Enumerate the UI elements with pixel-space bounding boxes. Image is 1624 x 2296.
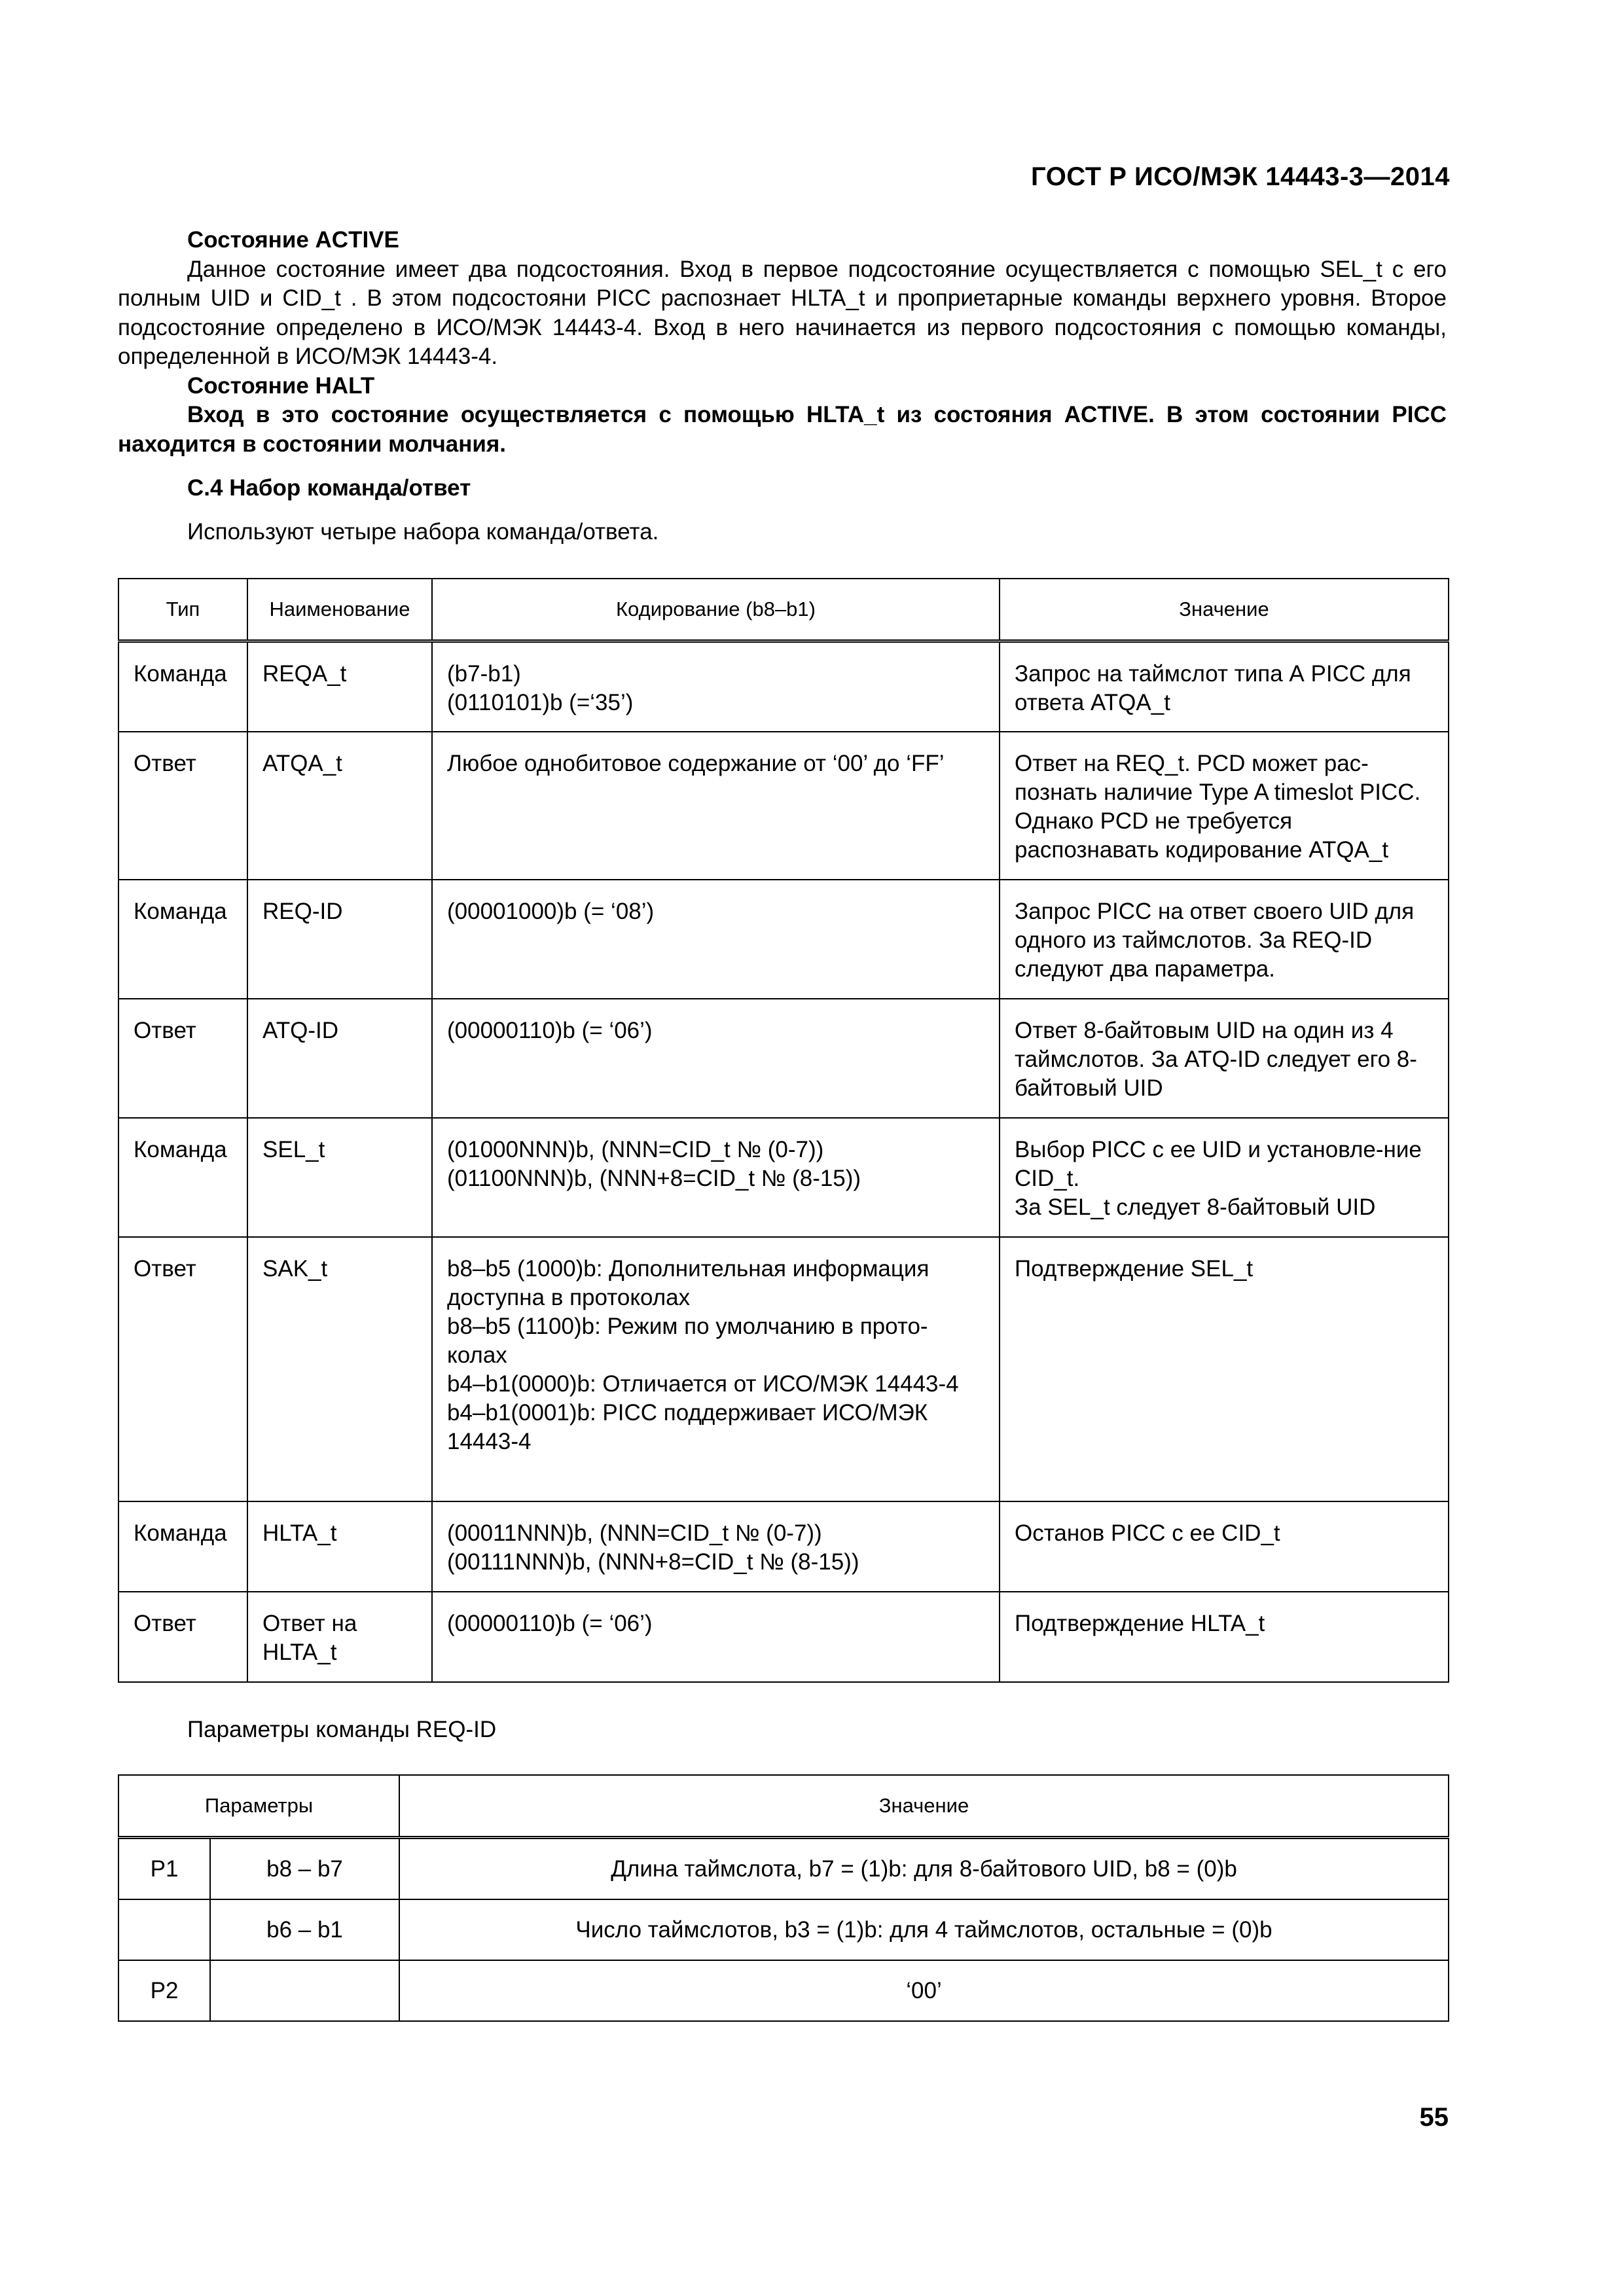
cell-type: Ответ	[118, 1592, 247, 1682]
active-state-title: Состояние ACTIVE	[187, 227, 399, 253]
cell-coding: b8–b5 (1000)b: Дополнительная информация доступна в протоколах b8–b5 (1100)b: Режим по умолчанию в прото-колах b4–b1(0000)b: Отличается от ИСО/МЭК 14443-4 b4–b1(0001)b: PICC поддерживает ИСО/МЭК 14443-4	[432, 1237, 1000, 1501]
cell-bits	[210, 1960, 399, 2021]
table-row	[118, 880, 1449, 999]
table-row	[118, 1960, 1449, 2021]
req-id-parameters-table	[118, 1774, 1449, 2022]
cell-meaning: Ответ 8-байтовым UID на один из 4 таймслотов. За ATQ-ID следует его 8-байтовый UID	[1000, 999, 1449, 1118]
cell-value: Длина таймслота, b7 = (1)b: для 8-байтового UID, b8 = (0)b	[399, 1838, 1449, 1900]
cell-coding: (00001000)b (= ‘08’)	[432, 880, 1000, 999]
cell-type: Ответ	[118, 999, 247, 1118]
cell-value: ‘00’	[399, 1960, 1449, 2021]
cell-meaning: Останов PICC с ее CID_t	[1000, 1501, 1449, 1592]
cell-type: Команда	[118, 1118, 247, 1237]
halt-state-paragraph: Вход в это состояние осуществляется с помощью HLTA_t из состояния ACTIVE. В этом состоянии PICC находится в состоянии молчания.	[118, 402, 1447, 457]
cell-param: P2	[118, 1960, 210, 2021]
table-row	[118, 1838, 1449, 1900]
section-c4-intro: Используют четыре набора команда/ответа.	[187, 519, 659, 545]
header-coding: Кодирование (b8–b1)	[432, 579, 1000, 641]
cell-type: Команда	[118, 1501, 247, 1592]
params-caption: Параметры команды REQ-ID	[187, 1717, 497, 1742]
cell-value: Число таймслотов, b3 = (1)b: для 4 таймслотов, остальные = (0)b	[399, 1899, 1449, 1960]
header-type: Тип	[118, 579, 247, 641]
active-state-paragraph: Данное состояние имеет два подсостояния. Вход в первое подсостояние осуществляется с помощью SEL_t с его полным UID и CID_t . В этом подсостояни PICC распознает HLTA_t и проприетарные команды верхнего уровня. Второе подсостояние определено в ИСО/МЭК 14443-4. Вход в него начинается из первого подсостояния с помощью команды, определенной в ИСО/МЭК 14443-4.	[118, 256, 1447, 369]
header-value: Значение	[399, 1775, 1449, 1838]
document-code-header: ГОСТ Р ИСО/МЭК 14443-3—2014	[1031, 162, 1450, 191]
cell-type: Ответ	[118, 1237, 247, 1501]
cell-name: REQA_t	[247, 641, 432, 732]
cell-coding: (00000110)b (= ‘06’)	[432, 1592, 1000, 1682]
table-row	[118, 999, 1449, 1118]
cell-name: REQ-ID	[247, 880, 432, 999]
cell-coding: (b7-b1) (0110101)b (=‘35’)	[432, 641, 1000, 732]
table-row	[118, 1501, 1449, 1592]
table-row	[118, 1592, 1449, 1682]
header-meaning: Значение	[1000, 579, 1449, 641]
header-name: Наименование	[247, 579, 432, 641]
cell-name: HLTA_t	[247, 1501, 432, 1592]
body-text	[118, 226, 1447, 459]
cell-param	[118, 1899, 210, 1960]
cell-name: ATQA_t	[247, 732, 432, 880]
table-row	[118, 732, 1449, 880]
cell-meaning: Запрос PICC на ответ своего UID для одного из таймслотов. За REQ-ID следуют два параметра.	[1000, 880, 1449, 999]
table-row	[118, 1118, 1449, 1237]
command-response-table	[118, 578, 1449, 1683]
cell-bits: b6 – b1	[210, 1899, 399, 1960]
cell-type: Команда	[118, 641, 247, 732]
table-header-row	[118, 579, 1449, 641]
page-number: 55	[1419, 2103, 1449, 2132]
cell-coding: (00011NNN)b, (NNN=CID_t № (0-7)) (00111NNN)b, (NNN+8=CID_t № (8-15))	[432, 1501, 1000, 1592]
cell-type: Ответ	[118, 732, 247, 880]
section-c4-heading: С.4 Набор команда/ответ	[187, 475, 471, 501]
cell-bits: b8 – b7	[210, 1838, 399, 1900]
cell-coding: (01000NNN)b, (NNN=CID_t № (0-7)) (01100NNN)b, (NNN+8=CID_t № (8-15))	[432, 1118, 1000, 1237]
cell-coding: (00000110)b (= ‘06’)	[432, 999, 1000, 1118]
cell-meaning: Подтверждение SEL_t	[1000, 1237, 1449, 1501]
table-row	[118, 641, 1449, 732]
table-row	[118, 1237, 1449, 1501]
cell-param: P1	[118, 1838, 210, 1900]
halt-state-title: Состояние HALT	[187, 372, 375, 399]
cell-meaning: Выбор PICC с ее UID и установле-ние CID_t. За SEL_t следует 8-байтовый UID	[1000, 1118, 1449, 1237]
cell-name: Ответ на HLTA_t	[247, 1592, 432, 1682]
cell-name: SEL_t	[247, 1118, 432, 1237]
table-row	[118, 1899, 1449, 1960]
cell-meaning: Запрос на таймслот типа А PICC для ответа ATQA_t	[1000, 641, 1449, 732]
header-parameters: Параметры	[118, 1775, 399, 1838]
cell-meaning: Подтверждение HLTA_t	[1000, 1592, 1449, 1682]
cell-type: Команда	[118, 880, 247, 999]
cell-name: SAK_t	[247, 1237, 432, 1501]
cell-coding: Любое однобитовое содержание от ‘00’ до ‘FF’	[432, 732, 1000, 880]
cell-name: ATQ-ID	[247, 999, 432, 1118]
table-header-row	[118, 1775, 1449, 1838]
cell-meaning: Ответ на REQ_t. PCD может рас-познать наличие Type A timeslot PICC. Однако PCD не требуется распознавать кодирование ATQA_t	[1000, 732, 1449, 880]
